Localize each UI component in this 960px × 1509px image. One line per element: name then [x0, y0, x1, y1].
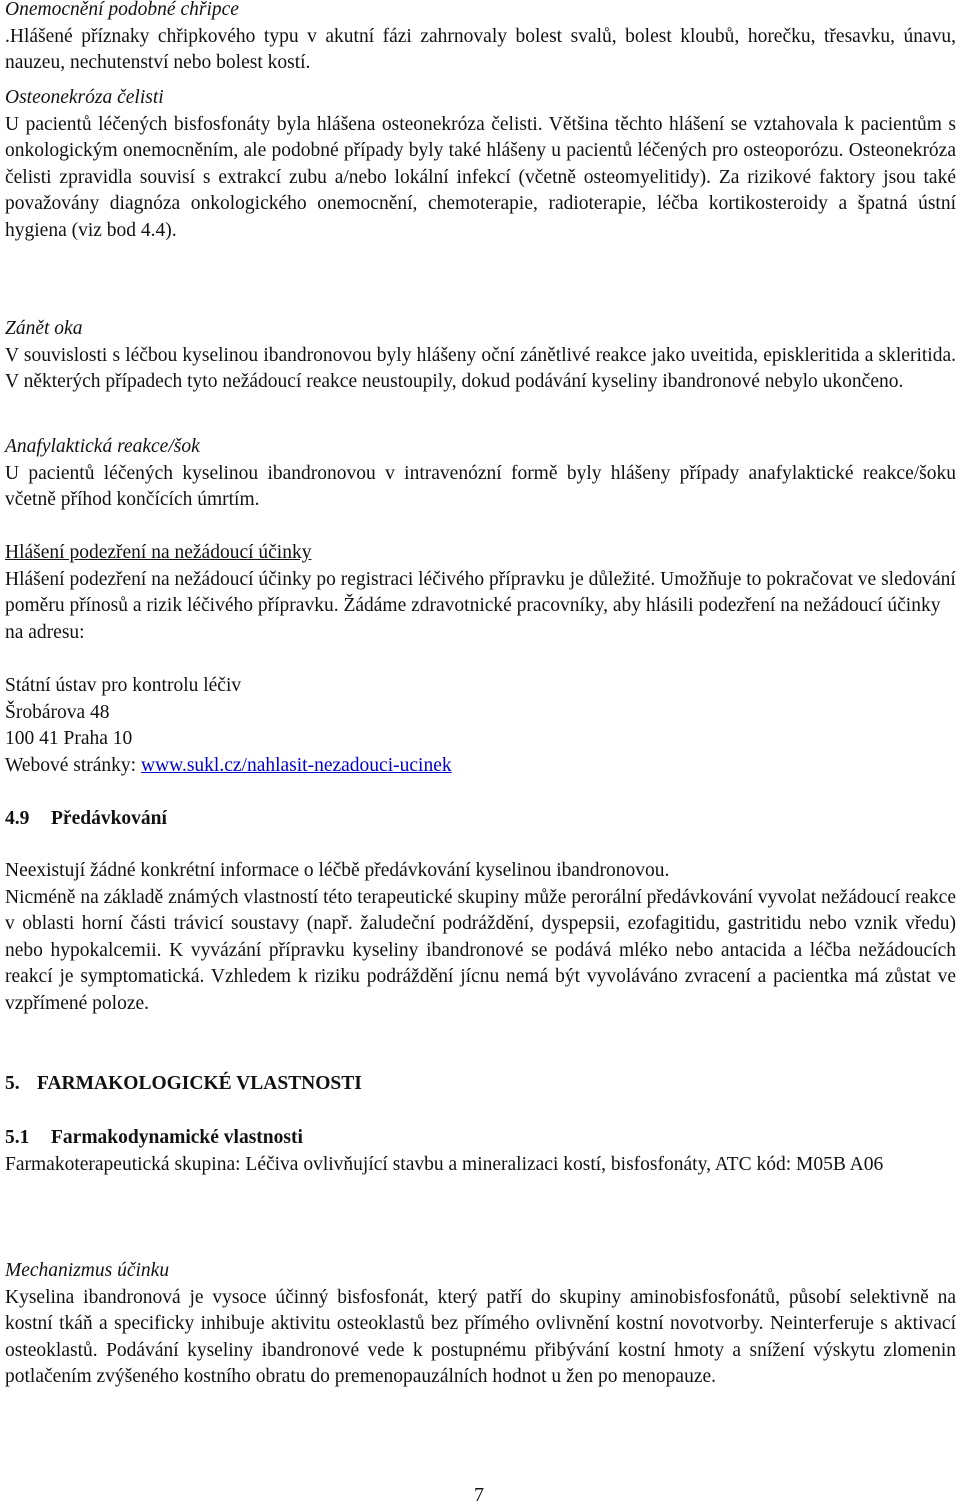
- onj-section: [5, 85, 956, 244]
- eye-section: [5, 316, 956, 396]
- mechanism-text: Kyselina ibandronová je vysoce účinný bisfosfonát, který patří do skupiny aminobisfosfonátů, působí selektivně na kostní tkáň a specificky inhibuje aktivitu osteoklastů bez přímého ovlivnění kostní novotvorby. Neinterferuje s aktivací osteoklastů. Podávání kyseliny ibandronové vede k postupnému přibývání kostní hmoty a snížení výskytu zlomenin potlačením zvýšeného kostního obratu do premenopauzálních hodnot u žen po menopauze.: [5, 1286, 956, 1387]
- pharmacodynamics-section: [5, 1125, 956, 1178]
- section-5-number: 5.: [5, 1073, 20, 1094]
- section-5-1-title: Farmakodynamické vlastnosti: [51, 1127, 303, 1148]
- reporting-text: Hlášení podezření na nežádoucí účinky po registraci léčivého přípravku je důležité. Umožňuje to pokračovat ve sledování poměru přínosů a rizik léčivého přípravku. Žádáme zdravotnické pracovníky, aby hlásili podezření na nežádoucí účinky na adresu:: [5, 568, 956, 643]
- section-5-title: FARMAKOLOGICKÉ VLASTNOSTI: [37, 1073, 362, 1094]
- anaphylaxis-section: [5, 434, 956, 514]
- flu-section: [5, 0, 956, 77]
- mechanism-section: [5, 1258, 956, 1391]
- onj-text: U pacientů léčených bisfosfonáty byla hlášena osteonekróza čelisti. Většina těchto hlášení se vztahovala k pacientům s onkologickým onemocněním, ale podobné případy byly také hlášeny u pacientů léčených pro osteoporózu. Osteonekróza čelisti zpravidla souvisí s extrakcí zubu a/nebo lokální infekcí (včetně osteomyelitidy). Za rizikové faktory jsou také považovány diagnóza onkologického onemocnění, chemoterapie, radioterapie, léčba kortikosteroidy a špatná ústní hygiena (viz bod 4.4).: [5, 113, 956, 241]
- section-4-9-number: 4.9: [5, 808, 30, 829]
- overdose-text-2: Nicméně na základě známých vlastností této terapeutické skupiny může perorální předávkování vyvolat nežádoucí reakce v oblasti horní části trávicí soustavy (např. žaludeční podráždění, dyspepsii, ezofagitidu, gastritidu nebo vznik vředu) nebo hypokalcemii. K vyvázání přípravku kyseliny ibandronové se podává mléko nebo antacida a léčba nežádoucích reakcí je symptomatická. Vzhledem k riziku podráždění jícnu nemá být vyvoláváno zvracení a pacientka má zůstat ve vzpřímené poloze.: [5, 886, 956, 1014]
- anaphylaxis-heading: Anafylaktická reakce/šok: [5, 436, 200, 457]
- eye-text: V souvislosti s léčbou kyselinou ibandronovou byly hlášeny oční zánětlivé reakce jako uveitida, episkleritida a skleritida. V některých případech tyto nežádoucí reakce neustoupily, dokud podávání kyseliny ibandronové nebylo ukončeno.: [5, 344, 956, 392]
- mechanism-heading: Mechanizmus účinku: [5, 1260, 170, 1281]
- web-label: Webové stránky:: [5, 754, 141, 776]
- eye-heading: Zánět oka: [5, 318, 83, 339]
- reporting-heading: Hlášení podezření na nežádoucí účinky: [5, 542, 312, 563]
- flu-text: .Hlášené příznaky chřipkového typu v akutní fázi zahrnovaly bolest svalů, bolest kloubů, horečku, třesavku, únavu, nauzeu, nechutenství nebo bolest kostí.: [5, 25, 956, 73]
- anaphylaxis-text: U pacientů léčených kyselinou ibandronovou v intravenózní formě byly hlášeny případy anafylaktické reakce/šoku včetně příhod končících úmrtím.: [5, 462, 956, 510]
- overdose-section: [5, 858, 956, 1017]
- section-5-1-number: 5.1: [5, 1127, 30, 1148]
- address-web: [5, 753, 956, 780]
- address-street: Šrobárova 48: [5, 701, 110, 723]
- section-5-1-heading: [5, 1125, 956, 1152]
- section-4-9-title: Předávkování: [51, 808, 167, 829]
- address-city: 100 41 Praha 10: [5, 728, 133, 749]
- pharmacotherapeutic-group: Farmakoterapeutická skupina: Léčiva ovlivňující stavbu a mineralizaci kostí, bisfosfonáty, ATC kód: M05B A06: [5, 1153, 884, 1175]
- page-number: 7: [474, 1484, 484, 1506]
- section-5-heading: [5, 1071, 956, 1098]
- onj-heading: Osteonekróza čelisti: [5, 87, 164, 108]
- reporting-section: [5, 540, 956, 646]
- address-block: [5, 673, 956, 779]
- address-institution: Státní ústav pro kontrolu léčiv: [5, 675, 242, 696]
- flu-heading: Onemocnění podobné chřipce: [5, 0, 239, 20]
- overdose-text-1: Neexistují žádné konkrétní informace o léčbě předávkování kyselinou ibandronovou.: [5, 860, 670, 881]
- section-4-9-heading: [5, 806, 956, 833]
- web-link[interactable]: www.sukl.cz/nahlasit-nezadouci-ucinek: [140, 754, 452, 776]
